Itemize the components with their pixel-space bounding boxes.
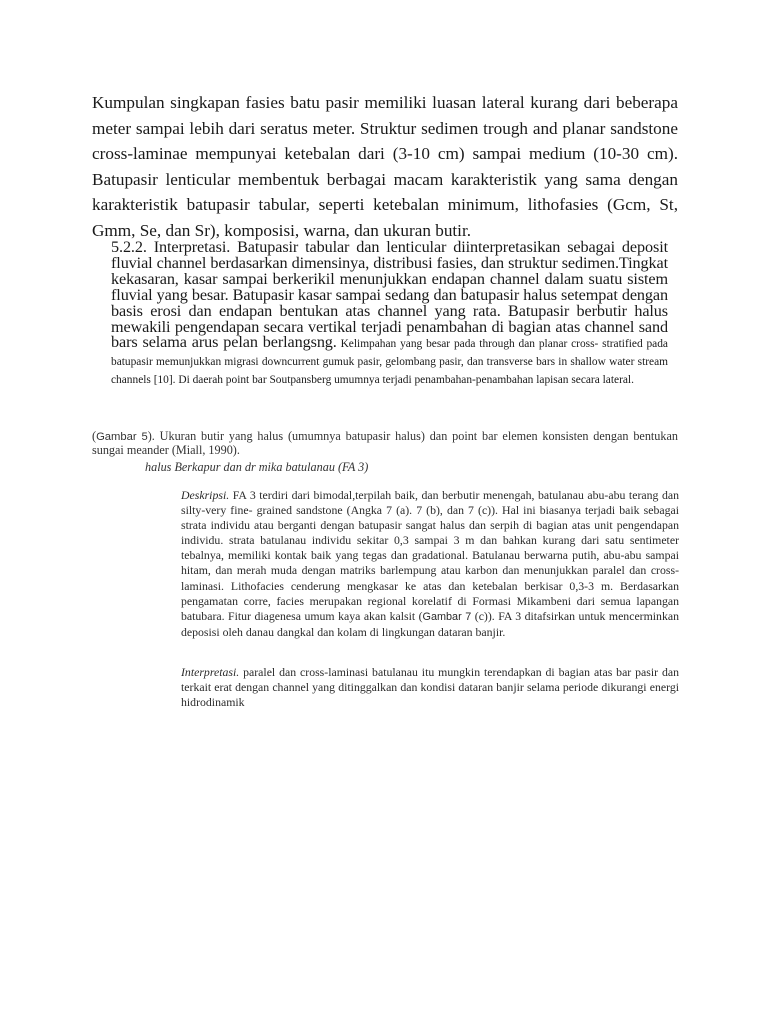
deskripsi-text-after: (c)). FA 3 ditafsirkan untuk mencerminkan deposisi oleh danau dangkal dan kolam di lingkungan dataran banjir. [181,608,679,639]
caption-open-paren: ( [92,429,97,443]
caption-text: ). Ukuran butir yang halus (umumnya batupasir halus) dan point bar elemen konsisten dengan bentukan sungai meander (Miall, 1990). [92,429,678,458]
paragraph-deskripsi [181,488,679,640]
interpretasi-label: Interpretasi. [181,665,240,679]
figure-5-reference: Gambar 5 [96,431,148,443]
deskripsi-text-before: FA 3 terdiri dari bimodal,terpilah baik, dan berbutir menengah, batulanau abu-abu terang dan silty-very fine- grained sandstone (Angka 7 (a). 7 (b), dan 7 (c)). Hal ini biasanya terjadi baik sebagai strata individu atau berganti dengan batupasir sangat halus dan serpih di bagian atas unit pengendapan individu. strata batulanau individu sekitar 0,3 sampai 3 m dan bahkan kurang dari satu sentimeter tebalnya, memiliki kontak baik yang tegas dan gradational. Batulanau berwarna putih, abu-abu sampai hitam, dan merah muda dengan matriks barlempung atau karbon dan menunjukkan paralel dan cross-laminasi. Lithofacies cenderung mengkasar ke atas dan ketebalan berkisar 0,3-3 m. Berdasarkan pengamatan corre, facies merupakan regional korelatif di Formasi Mikambeni dari semua lapangan batubara. Fitur diagenesa umum kaya akan kalsit ( [181,488,679,623]
deskripsi-label: Deskripsi. [181,488,230,502]
paragraph-interpretasi [181,665,679,710]
paragraph-facies-description: Kumpulan singkapan fasies batu pasir memiliki luasan lateral kurang dari beberapa meter sampai lebih dari seratus meter. Struktur sedimen trough and planar sandstone cross-laminae mempunyai ketebalan dari (3-10 cm) sampai medium (10-30 cm). Batupasir lenticular membentuk berbagai macam karakteristik yang sama dengan karakteristik batupasir tabular, seperti ketebalan minimum, lithofasies (Gcm, St, Gmm, Se, dan Sr), komposisi, warna, dan ukuran butir. [92,93,678,240]
paragraph-interpretation-5-2-2 [111,240,668,389]
interpretation-small-text: Kelimpahan yang besar pada through dan planar cross- stratified pada batupasir memunjukkan migrasi downcurrent gumuk pasir, gelombang pasir, dan transverse bars in shallow water stream channels [10]. Di daerah point bar Soutpansberg umumnya terjadi penambahan-penambahan lapisan secara lateral. [111,338,668,387]
figure-7-reference: Gambar 7 [422,610,472,623]
interpretasi-text: paralel dan cross-laminasi batulanau itu mungkin terendapkan di bagian atas bar pasir dan terkait erat dengan channel yang ditinggalkan dan kondisi dataran banjir selama periode dikurangi energi hidrodinamik [181,665,679,710]
paragraph-figure-5-caption [92,430,678,458]
section-subheading-fa3: halus Berkapur dan dr mika batulanau (FA 3) [145,460,369,474]
interpretation-main-text: 5.2.2. Interpretasi. Batupasir tabular dan lenticular diinterpretasikan sebagai deposit fluvial channel berdasarkan dimensinya, distribusi fasies, dan struktur sedimen.Tingkat kekasaran, kasar sampai berkerikil menunjukkan endapan channel dalam suatu sistem fluvial yang besar. Batupasir kasar sampai sedang dan batupasir halus setempat dengan basis erosi dan endapan bentukan atas channel yang rata. Batupasir berbutir halus mewakili pengendapan secara vertikal terjadi penambahan di bagian atas channel sand bars selama arus pelan berlangsng. [111,238,668,352]
